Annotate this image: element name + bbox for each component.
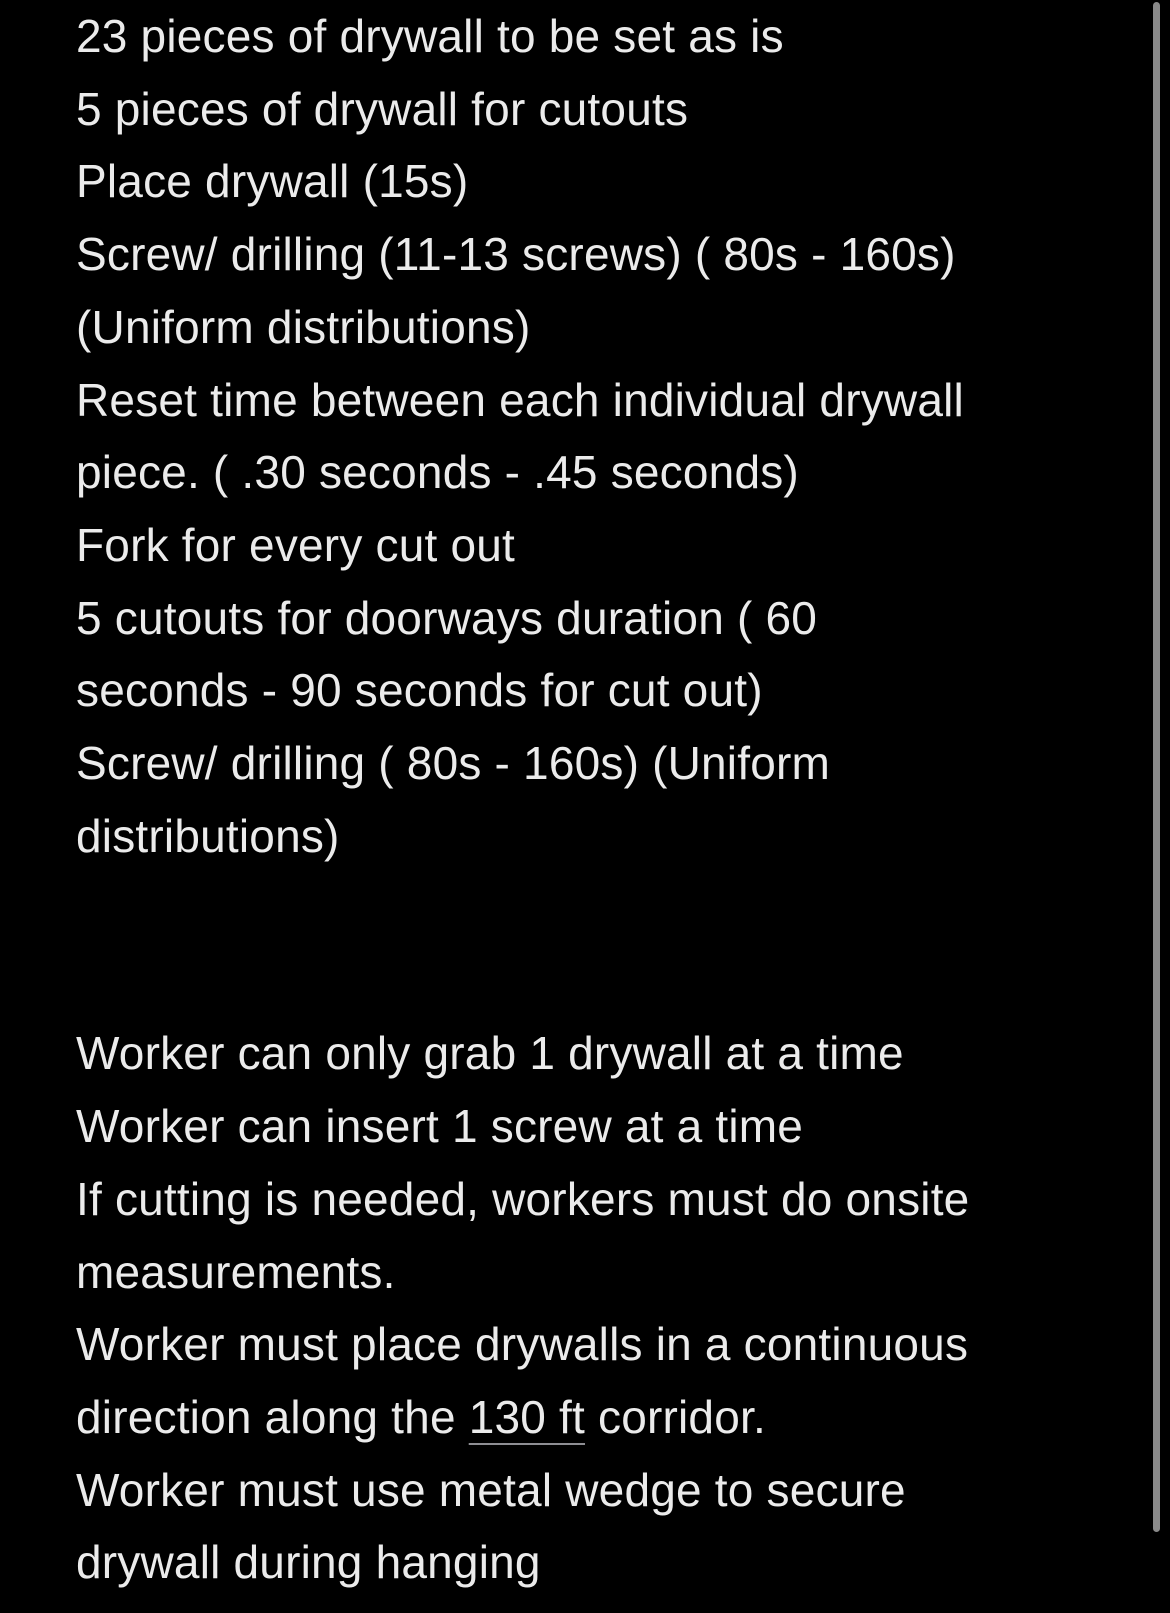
corridor-suffix: corridor. bbox=[585, 1390, 766, 1443]
note-line: piece. ( .30 seconds - .45 seconds) bbox=[76, 446, 799, 499]
note-line: Reset time between each individual drywall bbox=[76, 373, 964, 426]
note-line: seconds - 90 seconds for cut out) bbox=[76, 664, 763, 717]
measurement-link[interactable]: 130 ft bbox=[468, 1390, 586, 1443]
note-line: distributions) bbox=[76, 809, 340, 862]
note-line: Place drywall (15s) bbox=[76, 155, 469, 208]
note-line: Worker must place drywalls in a continuous bbox=[76, 1318, 969, 1371]
note-line: Worker can only grab 1 drywall at a time bbox=[76, 1027, 904, 1080]
note-line: measurements. bbox=[76, 1245, 396, 1298]
scrollbar[interactable] bbox=[1153, 2, 1160, 1532]
note-line: (Uniform distributions) bbox=[76, 300, 531, 353]
note-line: drywall during hanging bbox=[76, 1536, 541, 1589]
note-line: If cutting is needed, workers must do onsite bbox=[76, 1172, 970, 1225]
note-line: Worker must use metal wedge to secure bbox=[76, 1463, 906, 1516]
paragraph-gap bbox=[76, 872, 1076, 1017]
note-line: 5 cutouts for doorways duration ( 60 bbox=[76, 591, 818, 644]
note-line: 23 pieces of drywall to be set as is bbox=[76, 10, 784, 62]
note-body[interactable] bbox=[76, 0, 1076, 1599]
note-line-corridor bbox=[76, 1381, 1076, 1454]
note-line: 5 pieces of drywall for cutouts bbox=[76, 82, 689, 135]
note-line: Screw/ drilling (11-13 screws) ( 80s - 160s) bbox=[76, 228, 956, 281]
note-line: Fork for every cut out bbox=[76, 518, 515, 571]
note-line: Screw/ drilling ( 80s - 160s) (Uniform bbox=[76, 737, 831, 790]
corridor-prefix: direction along the bbox=[76, 1390, 469, 1443]
note-line: Worker can insert 1 screw at a time bbox=[76, 1100, 804, 1153]
